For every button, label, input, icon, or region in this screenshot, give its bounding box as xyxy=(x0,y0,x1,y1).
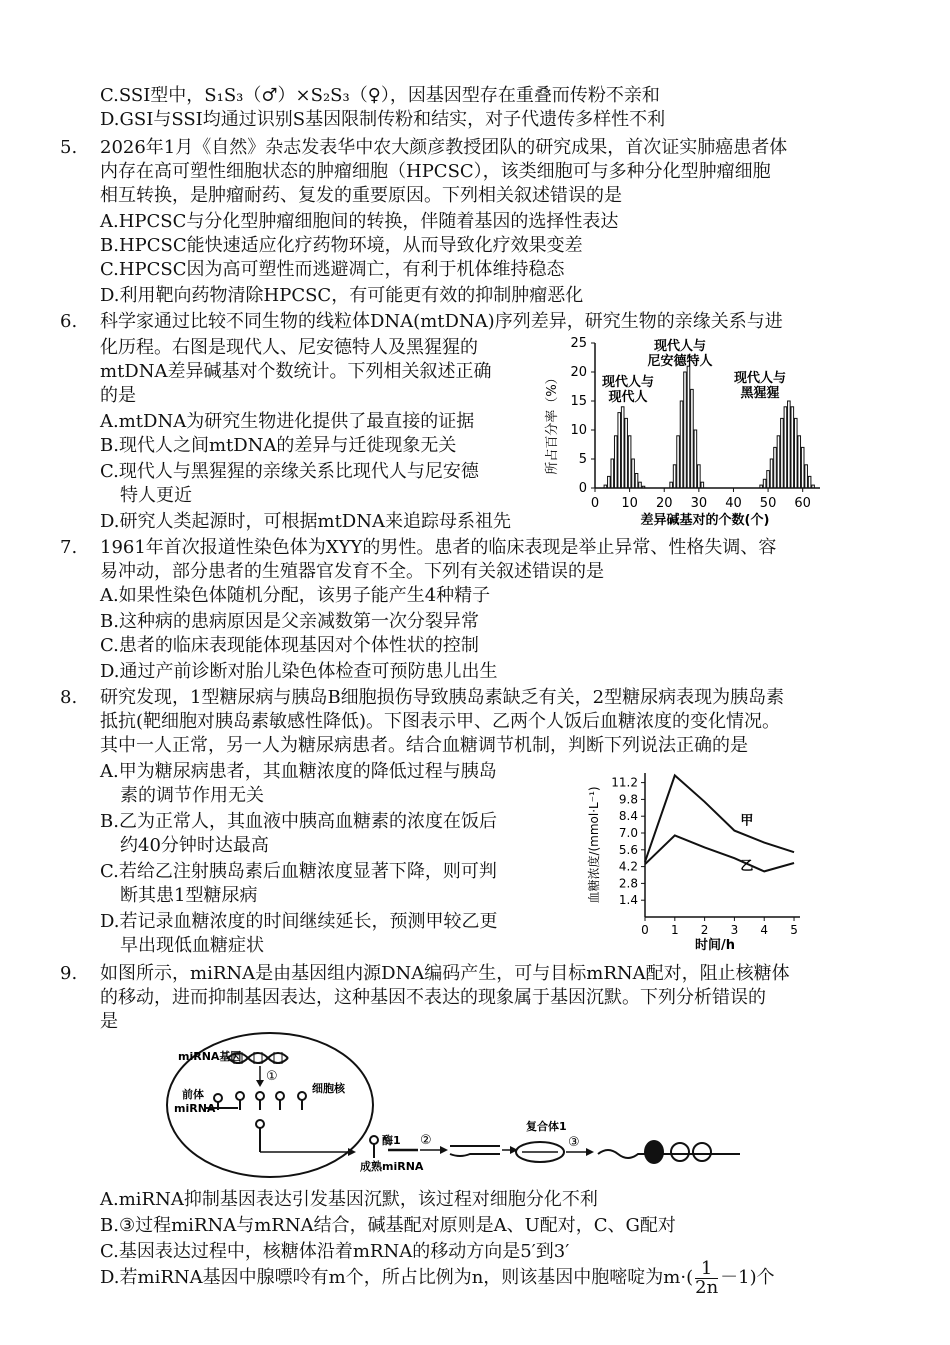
precursor-label-2: miRNA xyxy=(174,1102,216,1115)
q8-stem-line: 研究发现，1型糖尿病与胰岛B细胞损伤导致胰岛素缺乏有关，2型糖尿病表现为胰岛素 xyxy=(100,687,785,708)
chart1-x-tick-label: 40 xyxy=(725,496,742,511)
fraction-numerator: 1 xyxy=(695,1260,718,1279)
chart1-bar-series-0 xyxy=(635,474,638,489)
chart1-bar-series-0 xyxy=(628,436,631,488)
q5-stem-line: 2026年1月《自然》杂志发表华中农大颜彦教授团队的研究成果，首次证实肺癌患者体 xyxy=(100,137,788,158)
mrna-strand xyxy=(598,1150,740,1158)
chart2-y-tick-label: 7.0 xyxy=(618,826,638,840)
q7-number: 7. xyxy=(60,537,78,558)
q4-option-d: D.GSI与SSI均通过识别S基因限制传粉和结实，对子代遗传多样性不利 xyxy=(100,109,666,130)
q8-stem-line: 其中一人正常，另一人为糖尿病患者。结合血糖调节机制，判断下列说法正确的是 xyxy=(100,735,748,756)
q6-stem-line: 化历程。右图是现代人、尼安德特人及黑猩猩的 xyxy=(100,337,478,358)
q5-option-a: A.HPCSC与分化型肿瘤细胞间的转换，伴随着基因的选择性表达 xyxy=(100,211,619,232)
q8-stem-line: 抵抗(靶细胞对胰岛素敏感性降低)。下图表示甲、乙两个人饭后血糖浓度的变化情况。 xyxy=(100,711,781,732)
nucleus-label: 细胞核 xyxy=(312,1082,345,1095)
chart1-bar-series-2 xyxy=(763,479,766,488)
chart1-bar-series-0 xyxy=(625,418,628,488)
chart2-line-series-0 xyxy=(645,775,794,861)
q6-option-c: C.现代人与黑猩猩的亲缘关系比现代人与尼安德 xyxy=(100,461,479,482)
q5-option-b: B.HPCSC能快速适应化疗药物环境，从而导致化疗效果变差 xyxy=(100,235,583,256)
q5-number: 5. xyxy=(60,137,78,158)
chart1-bar-series-2 xyxy=(781,418,784,488)
q8-option-b-cont: 约40分钟时达最高 xyxy=(120,835,269,856)
q8-option-d: D.若记录血糖浓度的时间继续延长，预测甲较乙更 xyxy=(100,911,498,932)
chart1-bar-series-2 xyxy=(767,471,770,488)
chart1-xlabel: 差异碱基对的个数(个) xyxy=(640,513,770,528)
duplex-strand xyxy=(450,1146,500,1156)
q9-option-d-text: D.若miRNA基因中腺嘌呤有m个，所占比例为n，则该基因中胞嘧啶为m·( xyxy=(100,1267,694,1288)
chart1-bar-series-1 xyxy=(698,465,701,488)
chart1-bar-series-0 xyxy=(608,476,611,488)
chart2-y-tick-label: 4.2 xyxy=(618,859,638,874)
fraction-denominator: 2n xyxy=(695,1276,719,1298)
chart1-y-tick-label: 0 xyxy=(578,481,587,496)
chart1-ylabel: 所占百分率（%） xyxy=(545,371,560,475)
step-3-label: ③ xyxy=(568,1135,580,1150)
q7-stem-line: 1961年首次报道性染色体为XYY的男性。患者的临床表现是举止异常、性格失调、容 xyxy=(100,537,777,558)
chart2-x-tick-label: 0 xyxy=(641,923,649,937)
chart1-y-tick-label: 5 xyxy=(578,452,587,467)
precursor-label-1: 前体 xyxy=(182,1088,204,1101)
arrow-right-icon xyxy=(586,1148,594,1156)
q8-option-c: C.若给乙注射胰岛素后血糖浓度显著下降，则可判 xyxy=(100,861,497,882)
q6-option-b: B.现代人之间mtDNA的差异与迁徙现象无关 xyxy=(100,435,457,456)
chart1-bar-series-0 xyxy=(639,482,642,488)
q9-stem-line: 如图所示，miRNA是由基因组内源DNA编码产生，可与目标mRNA配对，阻止核糖体 xyxy=(100,963,790,984)
chart1-x-tick-label: 50 xyxy=(759,496,777,511)
q7-option-c: C.患者的临床表现能体现基因对个体性状的控制 xyxy=(100,635,479,656)
q7-option-b: B.这种病的患病原因是父亲减数第一次分裂异常 xyxy=(100,611,479,632)
chart1-label-a1: 现代人与 xyxy=(601,375,655,390)
chart1-bar-series-1 xyxy=(680,401,683,488)
chart1-y-tick-label: 20 xyxy=(570,365,587,380)
chart1-bar-series-0 xyxy=(614,436,617,488)
q5-option-d: D.利用靶向药物清除HPCSC，有可能更有效的抑制肿瘤恶化 xyxy=(100,285,584,306)
step-1-label: ① xyxy=(266,1069,278,1084)
chart1-bar-series-1 xyxy=(670,482,673,488)
chart1-bar-series-0 xyxy=(632,459,635,488)
chart1-bar-series-0 xyxy=(611,459,614,488)
chart2-x-tick-label: 1 xyxy=(670,923,679,937)
q6-stem-line: 的是 xyxy=(100,385,136,406)
q8-option-a-cont: 素的调节作用无关 xyxy=(120,785,264,806)
chart1-bar-series-2 xyxy=(794,418,797,488)
chart1-bar-series-1 xyxy=(691,389,694,488)
chart1-bar-series-0 xyxy=(621,407,624,488)
precursor-hairpins xyxy=(204,1092,306,1110)
chart1-y-tick-label: 10 xyxy=(570,423,587,438)
chart1-bar-series-2 xyxy=(784,407,787,488)
q6-number: 6. xyxy=(60,311,78,332)
chart1-label-b1: 现代人与 xyxy=(653,339,707,354)
q6-option-a: A.mtDNA为研究生物进化提供了最直接的证据 xyxy=(100,411,475,432)
q9-option-d xyxy=(100,1258,775,1298)
complex-label: 复合体1 xyxy=(526,1120,567,1133)
q4-option-c: C.SSI型中，S₁S₃（♂）×S₂S₃（♀），因基因型存在重叠而传粉不亲和 xyxy=(100,85,660,106)
export-hairpin xyxy=(256,1120,264,1152)
chart1-x-tick-label: 10 xyxy=(621,496,638,511)
complex-circle-icon xyxy=(671,1143,689,1161)
chart1-label-b2: 尼安德特人 xyxy=(647,354,713,369)
q6-stem-line: 科学家通过比较不同生物的线粒体DNA(mtDNA)序列差异，研究生物的亲缘关系与进 xyxy=(100,311,783,332)
enzyme-label: 酶1 xyxy=(382,1134,401,1147)
arrow-down-icon xyxy=(256,1080,264,1087)
chart2-y-tick-label: 1.4 xyxy=(618,893,638,908)
q5-option-c: C.HPCSC因为高可塑性而逃避凋亡，有利于机体维持稳态 xyxy=(100,259,565,280)
q9-option-c: C.基因表达过程中，核糖体沿着mRNA的移动方向是5′到3′ xyxy=(100,1241,570,1262)
q5-stem-line: 内存在高可塑性细胞状态的肿瘤细胞（HPCSC），该类细胞可与多种分化型肿瘤细胞 xyxy=(100,161,771,182)
chart1-bar-series-2 xyxy=(801,447,804,488)
chart1-bar-series-1 xyxy=(673,465,676,488)
q8-option-c-cont: 断其患1型糖尿病 xyxy=(120,885,258,906)
mirna-gene-label: miRNA基因 xyxy=(178,1050,242,1063)
chart1-bar-series-2 xyxy=(805,465,808,488)
step-2-label: ② xyxy=(420,1133,432,1148)
chart2-y-tick-label: 5.6 xyxy=(618,842,638,857)
chart1-bar-series-2 xyxy=(798,436,801,488)
chart1-bar-series-1 xyxy=(677,436,680,488)
chart2-xlabel: 时间/h xyxy=(694,938,736,953)
chart1-bar-series-2 xyxy=(774,447,777,488)
chart2-y-tick-label: 9.8 xyxy=(618,792,638,807)
chart1-bar-series-1 xyxy=(694,430,697,488)
complex-circle-icon xyxy=(693,1143,711,1161)
chart1-x-tick-label: 0 xyxy=(590,496,600,511)
chart1-bar-series-2 xyxy=(770,459,773,488)
chart1-y-tick-label: 25 xyxy=(570,336,587,351)
mirna-pathway-diagram xyxy=(160,1030,760,1180)
chart2-line-series-1 xyxy=(645,835,794,871)
cytoplasm-hairpin xyxy=(370,1136,378,1158)
chart1-x-tick-label: 30 xyxy=(690,496,708,511)
mtdna-histogram xyxy=(540,328,830,528)
chart1-bar-series-0 xyxy=(618,413,621,488)
chart1-label-c2: 黑猩猩 xyxy=(740,386,780,401)
chart2-series-label: 甲 xyxy=(740,813,754,829)
q9-stem-line: 的移动，进而抑制基因表达，这种基因不表达的现象属于基因沉默。下列分析错误的 xyxy=(100,987,766,1008)
chart1-bar-series-2 xyxy=(777,436,780,488)
chart1-label-c1: 现代人与 xyxy=(733,371,787,386)
q8-option-a: A.甲为糖尿病患者，其血糖浓度的降低过程与胰岛 xyxy=(100,761,497,782)
q7-option-d: D.通过产前诊断对胎儿染色体检查可预防患儿出生 xyxy=(100,661,498,682)
q9-option-a: A.miRNA抑制基因表达引发基因沉默，该过程对细胞分化不利 xyxy=(100,1189,598,1210)
chart2-x-tick-label: 4 xyxy=(760,923,769,937)
chart1-x-tick-label: 20 xyxy=(655,496,673,511)
chart2-x-tick-label: 2 xyxy=(700,923,709,937)
chart2-y-tick-label: 8.4 xyxy=(618,809,638,824)
chart1-x-tick-label: 60 xyxy=(794,496,811,511)
blood-glucose-chart xyxy=(585,765,810,955)
q7-stem-line: 易冲动，部分患者的生殖器官发育不全。下列有关叙述错误的是 xyxy=(100,561,604,582)
chart2-x-tick-label: 3 xyxy=(730,923,739,937)
q8-option-d-cont: 早出现低血糖症状 xyxy=(120,935,264,956)
chart2-y-tick-label: 11.2 xyxy=(611,775,638,790)
chart1-bar-series-2 xyxy=(808,476,811,488)
q8-option-b: B.乙为正常人，其血液中胰高血糖素的浓度在饭后 xyxy=(100,811,497,832)
chart1-bar-series-1 xyxy=(684,372,687,488)
chart1-bar-series-1 xyxy=(701,482,704,488)
q8-number: 8. xyxy=(60,687,78,708)
chart2-x-tick-label: 5 xyxy=(790,923,798,937)
q9-option-d-tail: －1)个 xyxy=(720,1267,775,1288)
chart2-ylabel: 血糖浓度/(mmol·L⁻¹) xyxy=(587,786,601,904)
chart1-bar-series-2 xyxy=(791,407,794,488)
q9-fraction xyxy=(695,1257,719,1298)
q6-option-c-cont: 特人更近 xyxy=(120,485,192,506)
q5-stem-line: 相互转换，是肿瘤耐药、复发的重要原因。下列相关叙述错误的是 xyxy=(100,185,622,206)
chart2-y-tick-label: 2.8 xyxy=(618,876,638,891)
chart1-bar-series-1 xyxy=(687,366,690,488)
q9-stem-line: 是 xyxy=(100,1011,118,1032)
q6-stem-line: mtDNA差异碱基对个数统计。下列相关叙述正确 xyxy=(100,361,492,382)
q9-number: 9. xyxy=(60,963,78,984)
q9-option-b: B.③过程miRNA与mRNA结合，碱基配对原则是A、U配对，C、G配对 xyxy=(100,1215,676,1236)
chart1-label-a2: 现代人 xyxy=(608,390,648,405)
ribosome-icon xyxy=(644,1140,664,1164)
mature-mirna-label: 成熟miRNA xyxy=(360,1160,424,1173)
arrow-right-icon xyxy=(440,1146,448,1154)
q6-option-d: D.研究人类起源时，可根据mtDNA来追踪母系祖先 xyxy=(100,511,511,532)
chart1-bar-series-2 xyxy=(788,401,791,488)
chart1-y-tick-label: 15 xyxy=(570,394,587,409)
q7-option-a: A.如果性染色体随机分配，该男子能产生4种精子 xyxy=(100,585,491,606)
chart2-series-label: 乙 xyxy=(740,859,754,875)
